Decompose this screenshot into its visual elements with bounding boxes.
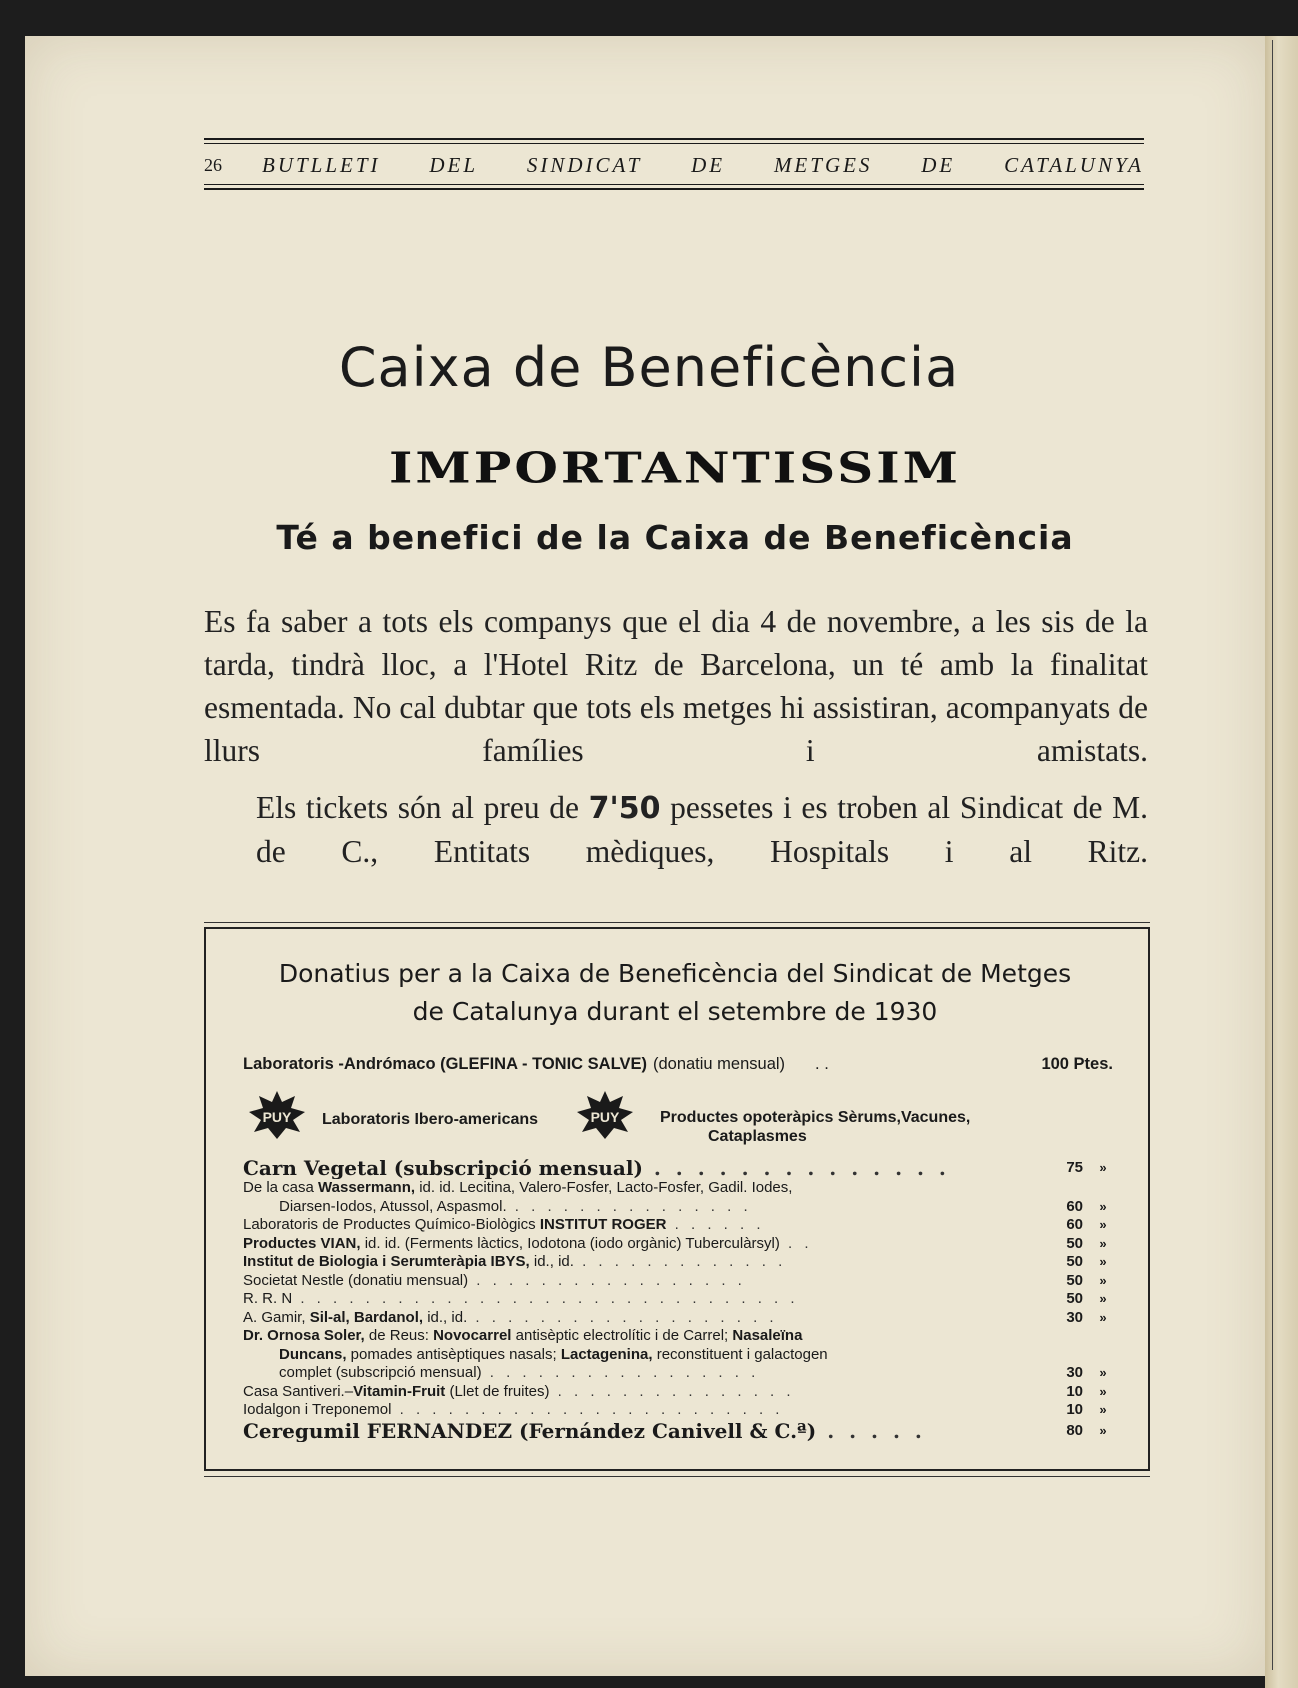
puy-right-label: Cataplasmes bbox=[708, 1128, 807, 1145]
journal-title bbox=[262, 153, 1144, 178]
donation-description bbox=[243, 1327, 1013, 1346]
donor-name: Laboratoris -Andrómaco (GLEFINA - TONIC SALVE) bbox=[243, 1054, 647, 1073]
donation-description bbox=[243, 1157, 1013, 1179]
ditto-mark: » bbox=[1099, 1383, 1107, 1399]
donation-text: A. Gamir, bbox=[243, 1308, 310, 1326]
donation-text: (Llet de fruites) bbox=[445, 1382, 550, 1400]
subtitle: Té a benefici de la Caixa de Beneficència bbox=[276, 518, 1074, 557]
donation-row bbox=[243, 1309, 1118, 1328]
donation-row bbox=[243, 1364, 1118, 1383]
donation-text: Novocarrel bbox=[433, 1327, 512, 1344]
donation-amount: 50 bbox=[1066, 1271, 1083, 1289]
donation-row bbox=[243, 1179, 1118, 1198]
header-rule-top-thin bbox=[204, 143, 1144, 144]
donation-row bbox=[243, 1198, 1118, 1217]
important-banner: IMPORTANTISSIM bbox=[389, 442, 961, 493]
leader-dots: . . bbox=[779, 1234, 813, 1252]
journal-word: CATALUNYA bbox=[1004, 152, 1144, 177]
donation-text: Wassermann, bbox=[318, 1179, 416, 1196]
donation-text: antisèptic electrolític i de Carrel; bbox=[511, 1327, 733, 1344]
page-number: 26 bbox=[204, 154, 222, 175]
leader-dots: . . . . . . bbox=[666, 1216, 765, 1233]
leader-dots: . . . . . . . . . . . . . . . . . . . . . . . . . . . . . . . bbox=[292, 1290, 799, 1307]
donation-description bbox=[243, 1401, 1013, 1420]
spine-edge bbox=[1272, 40, 1273, 1670]
journal-word: METGES bbox=[773, 152, 873, 177]
donation-amount: 80 bbox=[1066, 1421, 1083, 1439]
donation-row bbox=[243, 1401, 1118, 1420]
donation-text: id. id. (Ferments làctics, Iodotona (iodo orgànic) Tuberculàrsyl) bbox=[360, 1234, 780, 1252]
leader-dots: . . . . . . . . . . . . . . . . . . . bbox=[467, 1308, 778, 1326]
tickets-text-after: pessetes i es troben al Sindicat de M. de C., Entitats mèdiques, Hospitals i al Ritz. bbox=[256, 790, 1148, 869]
donation-description bbox=[243, 1179, 1013, 1198]
donation-text: Societat Nestle (donatiu mensual) bbox=[243, 1271, 469, 1289]
donation-text: de Reus: bbox=[364, 1327, 434, 1344]
page-title: Caixa de Beneficència bbox=[338, 336, 960, 399]
donation-text: id. id. Lecitina, Valero-Fosfer, Lacto-Fosfer, Gadil. Iodes, bbox=[415, 1179, 793, 1196]
donation-amount: 100 Ptes. bbox=[1041, 1054, 1113, 1073]
donation-text: Lactagenina, bbox=[560, 1345, 653, 1363]
donation-amount: 10 bbox=[1066, 1401, 1083, 1418]
leader-dots: . . . . . . . . . . . . . . . bbox=[549, 1382, 795, 1400]
andromaco-donation bbox=[243, 1052, 1113, 1076]
donation-text: Dr. Ornosa Soler, bbox=[243, 1327, 365, 1344]
box-rule-bottom bbox=[204, 1476, 1150, 1477]
donation-amount: 60 bbox=[1066, 1197, 1083, 1215]
ticket-price: 7'50 bbox=[588, 791, 661, 826]
donation-description bbox=[279, 1198, 1013, 1217]
ditto-mark: » bbox=[1099, 1291, 1107, 1306]
donation-description bbox=[243, 1216, 1013, 1235]
donation-text: Casa Santiveri.– bbox=[243, 1382, 354, 1400]
donation-text: reconstituent i galactogen bbox=[652, 1345, 828, 1363]
puy-logo bbox=[576, 1090, 634, 1140]
donation-text: Laboratoris de Productes Químico-Biològics bbox=[243, 1216, 540, 1233]
ditto-mark: » bbox=[1099, 1272, 1107, 1288]
donation-text: Sil-al, Bardanol, bbox=[309, 1308, 424, 1326]
donation-text: pomades antisèptiques nasals; bbox=[346, 1345, 561, 1363]
donation-amount: 50 bbox=[1066, 1290, 1083, 1307]
ditto-mark: » bbox=[1099, 1217, 1107, 1232]
leader-dots: . . . . . . . . . . . . . . . . . . . . . . . . bbox=[391, 1401, 784, 1418]
donation-description bbox=[243, 1383, 1013, 1402]
journal-word: SINDICAT bbox=[526, 152, 643, 177]
donation-description bbox=[243, 1272, 1013, 1291]
donation-text: Nasaleïna bbox=[732, 1327, 803, 1344]
donations-title bbox=[240, 955, 1110, 1031]
donation-amount: 50 bbox=[1066, 1234, 1083, 1252]
donation-amount: 10 bbox=[1066, 1382, 1083, 1400]
puy-logo bbox=[248, 1090, 306, 1140]
donation-amount: 30 bbox=[1066, 1364, 1083, 1381]
tickets-text-before: Els tickets són al preu de bbox=[256, 790, 589, 825]
book-spine bbox=[1265, 36, 1298, 1688]
donation-description bbox=[243, 1253, 1013, 1272]
donation-description bbox=[243, 1235, 1013, 1254]
donations-title-line: Donatius per a la Caixa de Beneficència del Sindicat de Metges bbox=[278, 959, 1072, 988]
donation-text: Duncans, bbox=[279, 1345, 347, 1363]
header-rule-bottom-thin bbox=[204, 184, 1144, 185]
donation-description bbox=[243, 1290, 1013, 1309]
journal-word: BUTLLETI bbox=[262, 152, 381, 177]
donation-text: Productes VIAN, bbox=[243, 1234, 361, 1252]
puy-badge-text: PUY bbox=[262, 1109, 292, 1125]
donation-description bbox=[279, 1364, 1013, 1383]
leader-dots: . . . . . . . . . . . . . bbox=[573, 1253, 787, 1270]
donation-text: Iodalgon i Treponemol bbox=[243, 1401, 392, 1418]
ditto-mark: » bbox=[1099, 1309, 1107, 1325]
ditto-mark: » bbox=[1099, 1160, 1107, 1175]
donation-text: INSTITUT ROGER bbox=[539, 1216, 667, 1233]
donations-title-line: de Catalunya durant el setembre de 1930 bbox=[412, 997, 938, 1026]
donation-text: complet (subscripció mensual) bbox=[279, 1364, 482, 1381]
donation-text: Diarsen-Iodos, Atussol, Aspasmol. bbox=[279, 1197, 507, 1215]
header-text bbox=[204, 154, 1144, 176]
puy-badge-text: PUY bbox=[590, 1109, 620, 1125]
journal-word: DEL bbox=[429, 152, 479, 177]
donation-text: Ceregumil FERNANDEZ bbox=[243, 1419, 513, 1442]
journal-word: DE bbox=[691, 152, 726, 177]
donation-row bbox=[243, 1272, 1118, 1291]
puy-star-icon bbox=[576, 1090, 634, 1140]
leader-dots: . . . . . . . . . . . . . . . bbox=[506, 1197, 752, 1215]
leader-dots: . . . . . bbox=[816, 1419, 926, 1442]
donation-description bbox=[279, 1346, 1013, 1365]
donation-row bbox=[243, 1216, 1118, 1235]
journal-word: DE bbox=[921, 152, 956, 177]
donation-text: Institut de Biologia i Serumteràpia IBYS, bbox=[243, 1253, 530, 1270]
donation-amount: 60 bbox=[1066, 1216, 1083, 1233]
donation-text: id., id. bbox=[529, 1253, 574, 1270]
donation-row bbox=[243, 1420, 1118, 1442]
running-header bbox=[204, 138, 1144, 194]
donation-text: (subscripció mensual) bbox=[386, 1157, 643, 1179]
donation-row bbox=[243, 1253, 1118, 1272]
ditto-mark: » bbox=[1099, 1198, 1107, 1214]
tickets-paragraph bbox=[256, 786, 1148, 872]
ditto-mark: » bbox=[1099, 1365, 1107, 1380]
donation-row bbox=[243, 1327, 1118, 1346]
donor-note: (donatiu mensual) bbox=[652, 1054, 786, 1073]
puy-left-label: Laboratoris Ibero-americans bbox=[322, 1111, 539, 1128]
donation-list bbox=[243, 1157, 1118, 1442]
ditto-mark: » bbox=[1099, 1235, 1107, 1251]
box-rule-top bbox=[204, 922, 1150, 923]
donation-row bbox=[243, 1383, 1118, 1402]
ditto-mark: » bbox=[1099, 1254, 1107, 1269]
donation-row bbox=[243, 1346, 1118, 1365]
ditto-mark: » bbox=[1099, 1402, 1107, 1417]
donation-text: (Fernández Canivell & C.ª) bbox=[512, 1419, 817, 1442]
header-rule-bottom bbox=[204, 188, 1144, 190]
puy-star-icon bbox=[248, 1090, 306, 1140]
leader-dots: . . . . . . . . . . . . . . . . . bbox=[481, 1364, 760, 1381]
leader-dots: . . . . . . . . . . . . . . bbox=[642, 1157, 950, 1179]
donation-amount: 75 bbox=[1066, 1159, 1083, 1176]
puy-advert bbox=[248, 1090, 1148, 1152]
announcement-paragraph: Es fa saber a tots els companys que el dia 4 de novembre, a les sis de la tarda, tindrà lloc, a l'Hotel Ritz de Barcelona, un té amb la finalitat esmentada. No cal dubtar que tots els metges hi assistiran, acompanyats de llurs famílies i amistats. bbox=[204, 604, 1148, 768]
leader-dots: . . . . . . . . . . . . . . . . . bbox=[468, 1271, 746, 1289]
donation-text: R. R. N bbox=[243, 1290, 293, 1307]
donation-text: id., id. bbox=[423, 1308, 468, 1326]
donation-text: De la casa bbox=[243, 1179, 319, 1196]
puy-right-label: Productes opoteràpics Sèrums,Vacunes, bbox=[660, 1109, 971, 1126]
donation-description bbox=[243, 1309, 1013, 1328]
donation-row bbox=[243, 1157, 1118, 1179]
donation-row bbox=[243, 1235, 1118, 1254]
header-rule-top bbox=[204, 138, 1144, 140]
ditto-mark: » bbox=[1099, 1422, 1107, 1438]
donation-text: Carn Vegetal bbox=[243, 1157, 387, 1179]
donation-text: Vitamin-Fruit bbox=[353, 1382, 446, 1400]
leader-dots: . . bbox=[815, 1054, 829, 1073]
donation-row bbox=[243, 1290, 1118, 1309]
donation-amount: 30 bbox=[1066, 1308, 1083, 1326]
donation-amount: 50 bbox=[1066, 1253, 1083, 1270]
donation-description bbox=[243, 1420, 1013, 1442]
